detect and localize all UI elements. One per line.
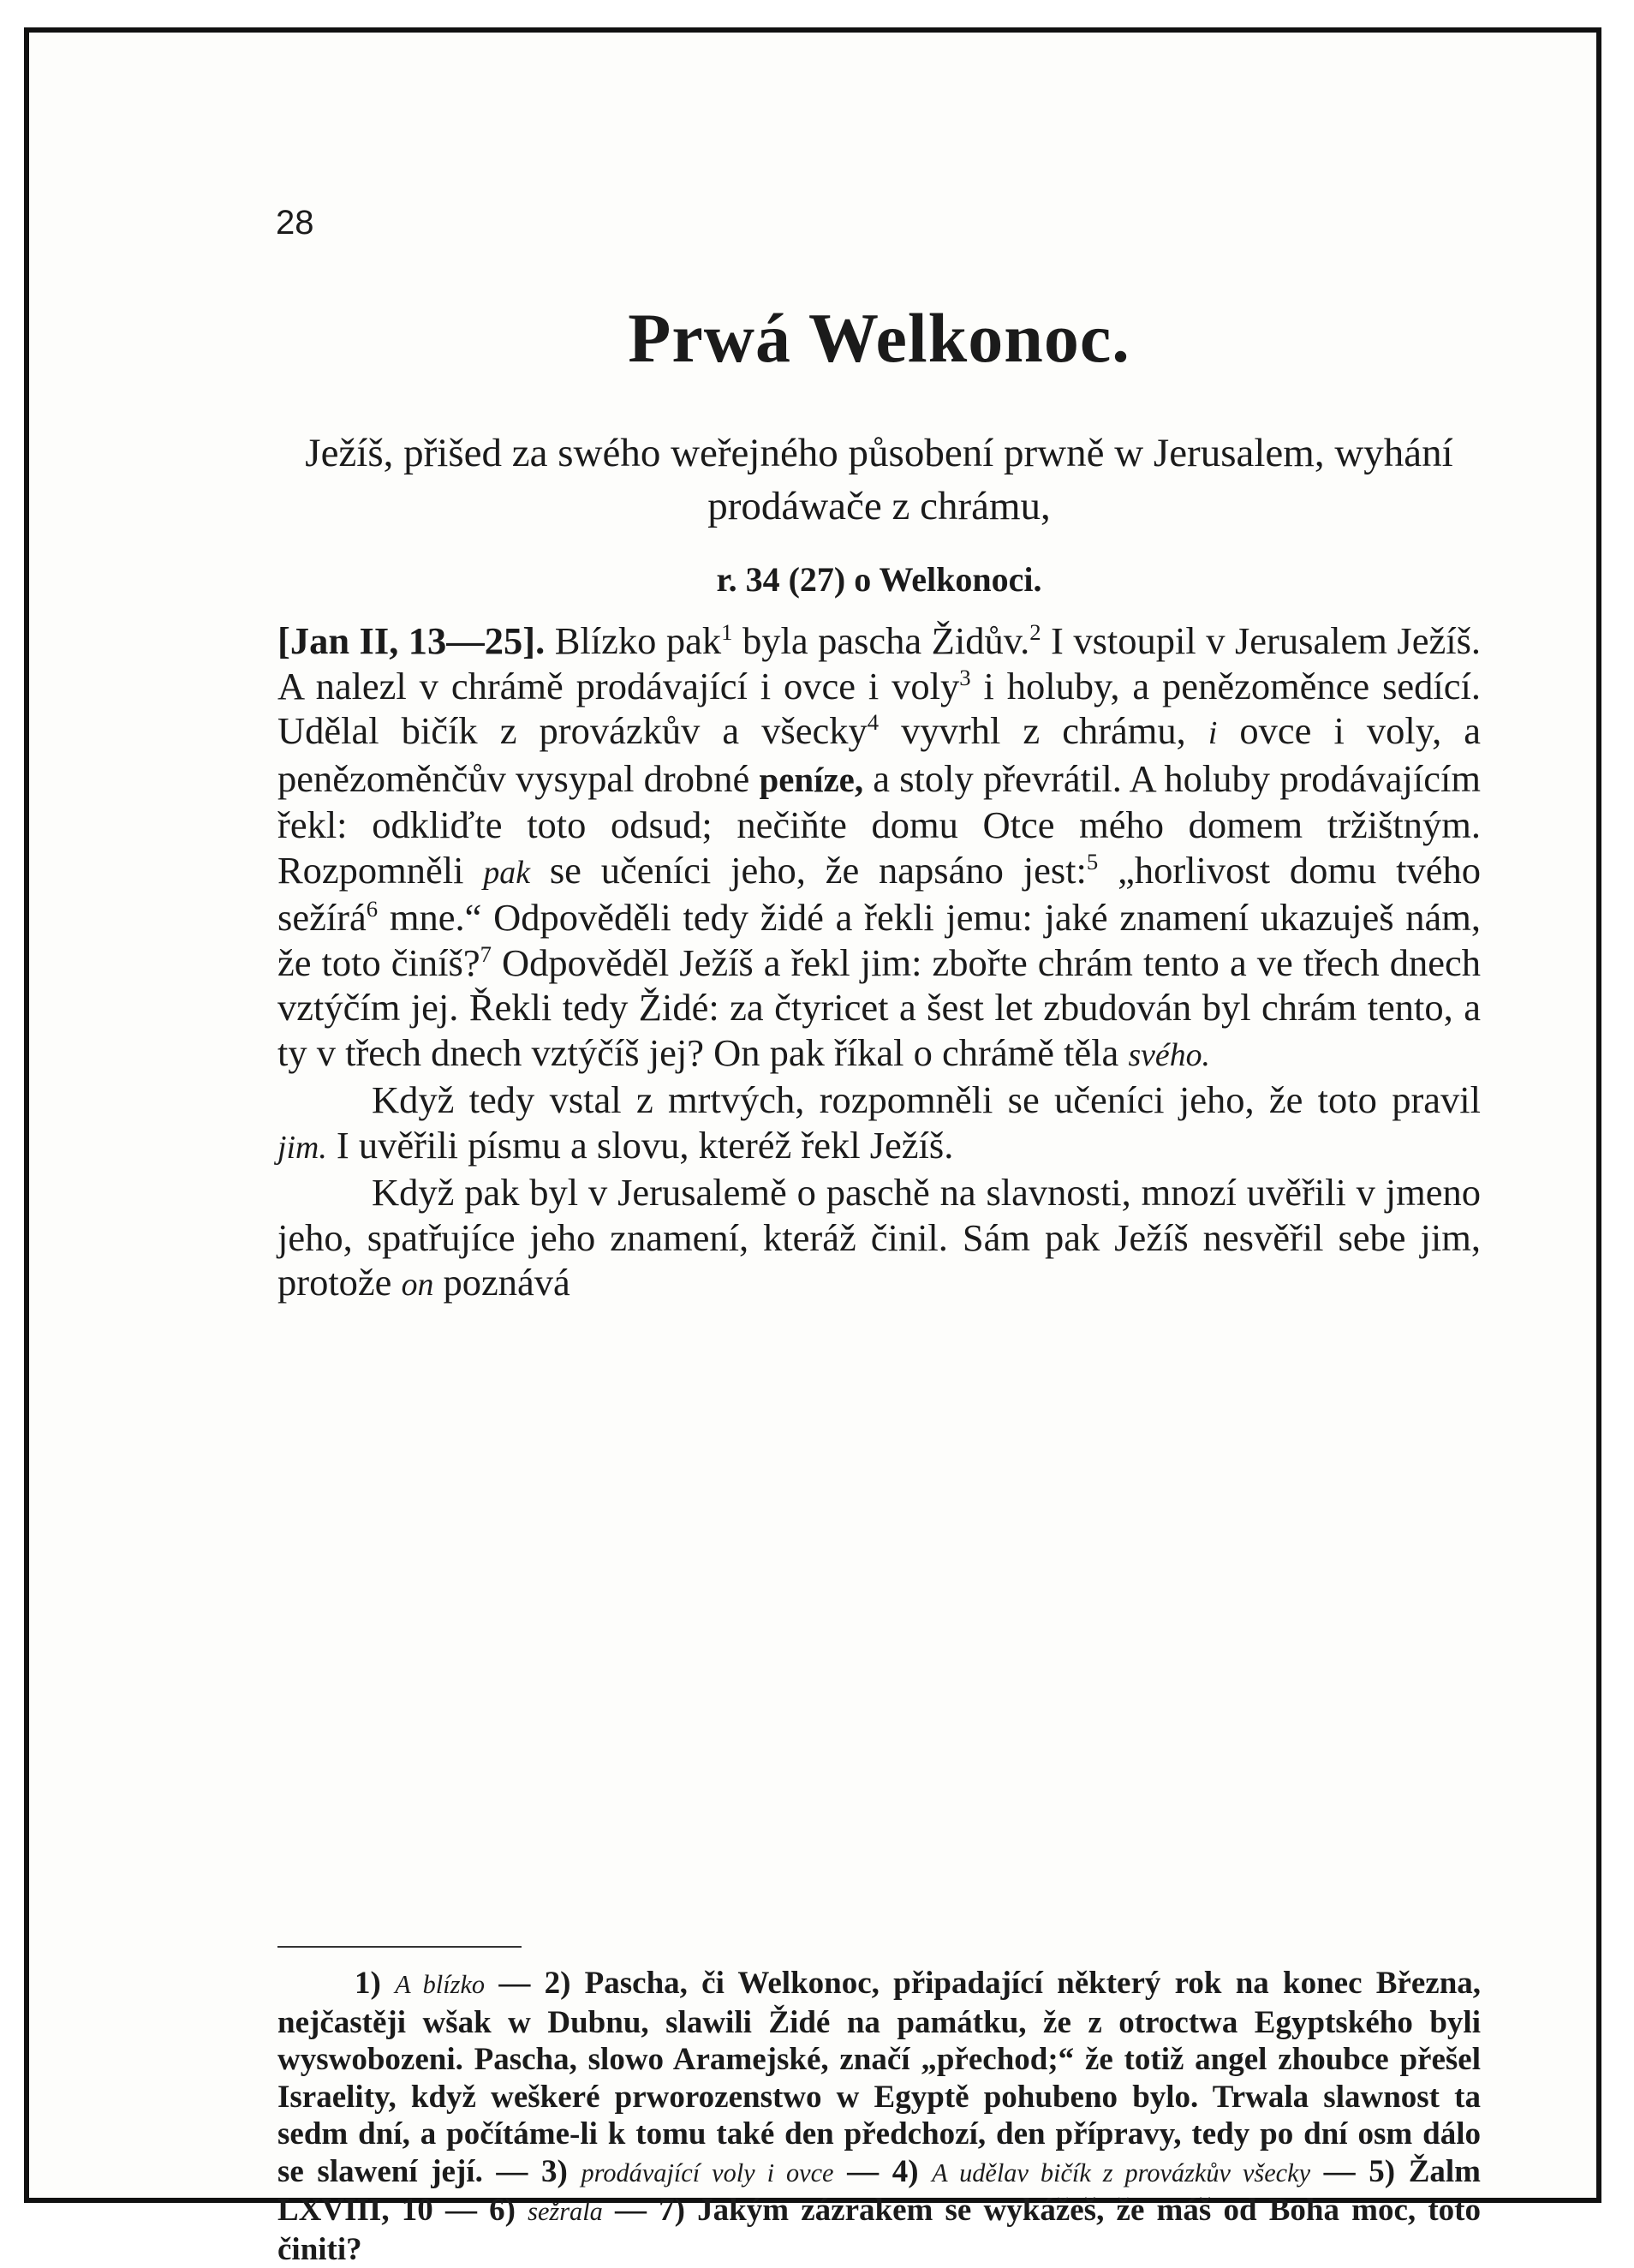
date-line: r. 34 (27) o Welkonoci. xyxy=(716,560,1042,599)
body-text xyxy=(277,618,1481,1308)
page-number: 28 xyxy=(276,204,314,242)
footnote-ref: 3 xyxy=(959,664,971,690)
footnote-divider xyxy=(277,1946,522,1948)
footnote-ref: 7 xyxy=(480,940,492,967)
chapter-title: Prwá Welkonoc. xyxy=(628,299,1130,377)
footnote-block: 1) A blízko — 2) Pascha, či Welkonoc, připadající některý rok na konec Března, nejčastěji wšak w Dubnu, slawili Židé na památku, že z otroctwa Egyptského byli wyswobozeni. Pascha, slowo Aramejské, značí „přechod;“ že totiž angel zhoubce přešel Israelity, když weškeré prworozenstwo w Egyptě pohubeno bylo. Trwala slawnost ta sedm dní, a počítáme-li k tomu také den předchozí, den přípravy, tedy po dní osm dálo se slawení její. — 3) prodávající voly i ovce — 4) A udělav bičík z provázkův všecky — 5) Žalm LXVIII, 10 — 6) sežrala — 7) Jakým zázrakem se wykážeš, že máš od Boha moc, toto činiti? xyxy=(277,1966,1482,2267)
page-frame xyxy=(24,27,1601,2267)
chapter-summary: Ježíš, přišed za swého weřejného působení prwně w Jerusalem, wyhání prodáwače z chrámu, xyxy=(305,431,1453,528)
scripture-reference: [Jan II, 13—25]. xyxy=(277,619,546,662)
footnotes xyxy=(277,1965,1481,2268)
footnote-ref: 5 xyxy=(1086,848,1099,874)
footnote-ref: 2 xyxy=(1029,619,1041,646)
footnote-ref: 6 xyxy=(366,896,379,922)
footnote-ref: 4 xyxy=(867,709,880,736)
paragraph-1: [Jan II, 13—25]. Blízko pak$^1$ byla pascha Židův.$^2$ I vstoupil v Jerusalem Ježíš. A nalezl v chrámě prodávající i ovce i voly$^3$ i holuby, a penězoměnce sedící. Udělal bičík z provázkův a všecky$^4$ vyvrhl z chrámu, i ovce i voly, a penězoměnčův vysypal drobné peníze, a stoly převrátil. A holuby prodávajícím řekl: odkliďte toto odsud; nečiňte domu Otce mého domem tržištným. Rozpomněli pak se učeníci jeho, že napsáno jest:$^5$ „horlivost domu tvého sežírá$^6$ mne.“ Odpověděli tedy židé a řekli jemu: jaké znamení ukazuješ nám, že toto činíš?$^7$ Odpověděl Ježíš a řekl jim: zbořte chrám tento a ve třech dnech vztýčím jej. Řekli tedy Židé: za čtyricet a šest let zbudován byl chrám tento, a ty v třech dnech vztýčíš jej? On pak říkal o chrámě těla svého. xyxy=(277,619,1482,1074)
paragraph-3: Když pak byl v Jerusalemě o paschě na slavnosti, mnozí uvěřili v jmeno jeho, spatřujíce jeho znamení, kteráž činil. Sám pak Ježíš nesvěřil sebe jim, protože on poznává xyxy=(277,1171,1481,1304)
footnote-ref: 1 xyxy=(721,619,733,646)
paragraph-2: Když tedy vstal z mrtvých, rozpomněli se učeníci jeho, že toto pravil jim. I uvěřili písmu a slovu, kteréž řekl Ježíš. xyxy=(277,1078,1481,1167)
